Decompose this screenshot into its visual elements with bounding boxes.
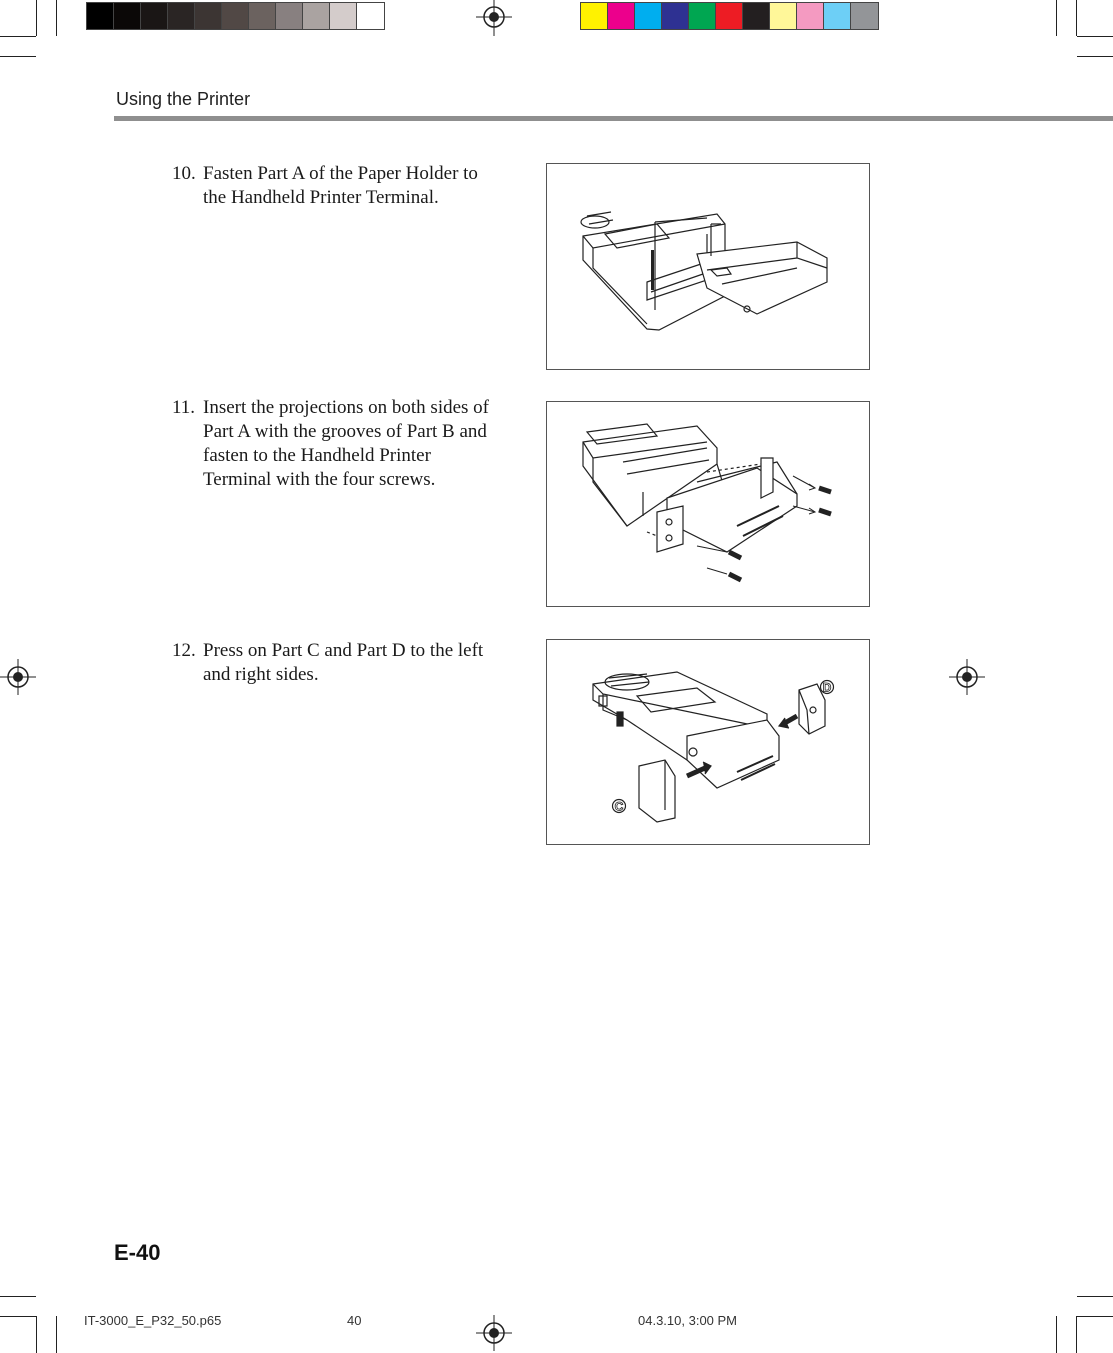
color-swatch: [635, 3, 662, 29]
figure-insert-part-b-screws: [546, 401, 870, 607]
footer-timestamp: 04.3.10, 3:00 PM: [638, 1313, 738, 1328]
gray-swatch: [276, 3, 303, 29]
step-line: Part A with the grooves of Part B and: [203, 421, 487, 442]
illustration-part-c-d: [547, 640, 869, 844]
step-line: Insert the projections on both sides of: [203, 397, 490, 418]
step-number: 12.: [172, 640, 196, 661]
gray-swatch: [87, 3, 114, 29]
step-text: [203, 639, 513, 687]
illustration-part-b-screws: [547, 402, 869, 606]
step-text: [203, 396, 513, 492]
step-line: and right sides.: [203, 664, 319, 685]
footer-page: 40: [347, 1313, 362, 1328]
footer-file-name: IT-3000_E_P32_50.p65: [84, 1313, 222, 1328]
registration-mark-top: [474, 0, 514, 40]
gray-swatch: [330, 3, 357, 29]
step-number: 10.: [172, 163, 196, 184]
step-line: Fasten Part A of the Paper Holder to: [203, 163, 478, 184]
step-line: Terminal with the four screws.: [203, 469, 436, 490]
color-swatch: [851, 3, 878, 29]
gray-swatch: [303, 3, 330, 29]
step-line: Press on Part C and Part D to the left: [203, 640, 484, 661]
color-swatch: [797, 3, 824, 29]
step-line: the Handheld Printer Terminal.: [203, 187, 439, 208]
color-swatch: [662, 3, 689, 29]
header-rule: [114, 116, 1113, 121]
part-c-label: C: [614, 799, 624, 814]
figure-press-part-c-d: [546, 639, 870, 845]
step-text: [203, 162, 513, 210]
gray-swatch: [141, 3, 168, 29]
color-swatch: [581, 3, 608, 29]
gray-swatch: [249, 3, 276, 29]
registration-mark-bottom: [474, 1313, 514, 1353]
page-number: E-40: [114, 1240, 161, 1265]
illustration-paper-holder-part-a: [547, 164, 869, 369]
registration-mark-right: [947, 657, 987, 697]
gray-swatch: [114, 3, 141, 29]
gray-color-bar: [86, 2, 385, 30]
color-swatch: [743, 3, 770, 29]
step-number: 11.: [172, 397, 196, 418]
color-swatch: [770, 3, 797, 29]
gray-swatch: [222, 3, 249, 29]
section-header-title: Using the Printer: [116, 89, 251, 109]
gray-swatch: [195, 3, 222, 29]
color-swatch: [824, 3, 851, 29]
gray-swatch: [168, 3, 195, 29]
registration-mark-left: [0, 657, 38, 697]
part-d-label: D: [822, 680, 832, 695]
color-swatch: [689, 3, 716, 29]
gray-swatch: [357, 3, 384, 29]
figure-fasten-part-a: [546, 163, 870, 370]
color-swatch: [716, 3, 743, 29]
color-swatch: [608, 3, 635, 29]
process-color-bar: [580, 2, 879, 30]
step-line: fasten to the Handheld Printer: [203, 445, 431, 466]
